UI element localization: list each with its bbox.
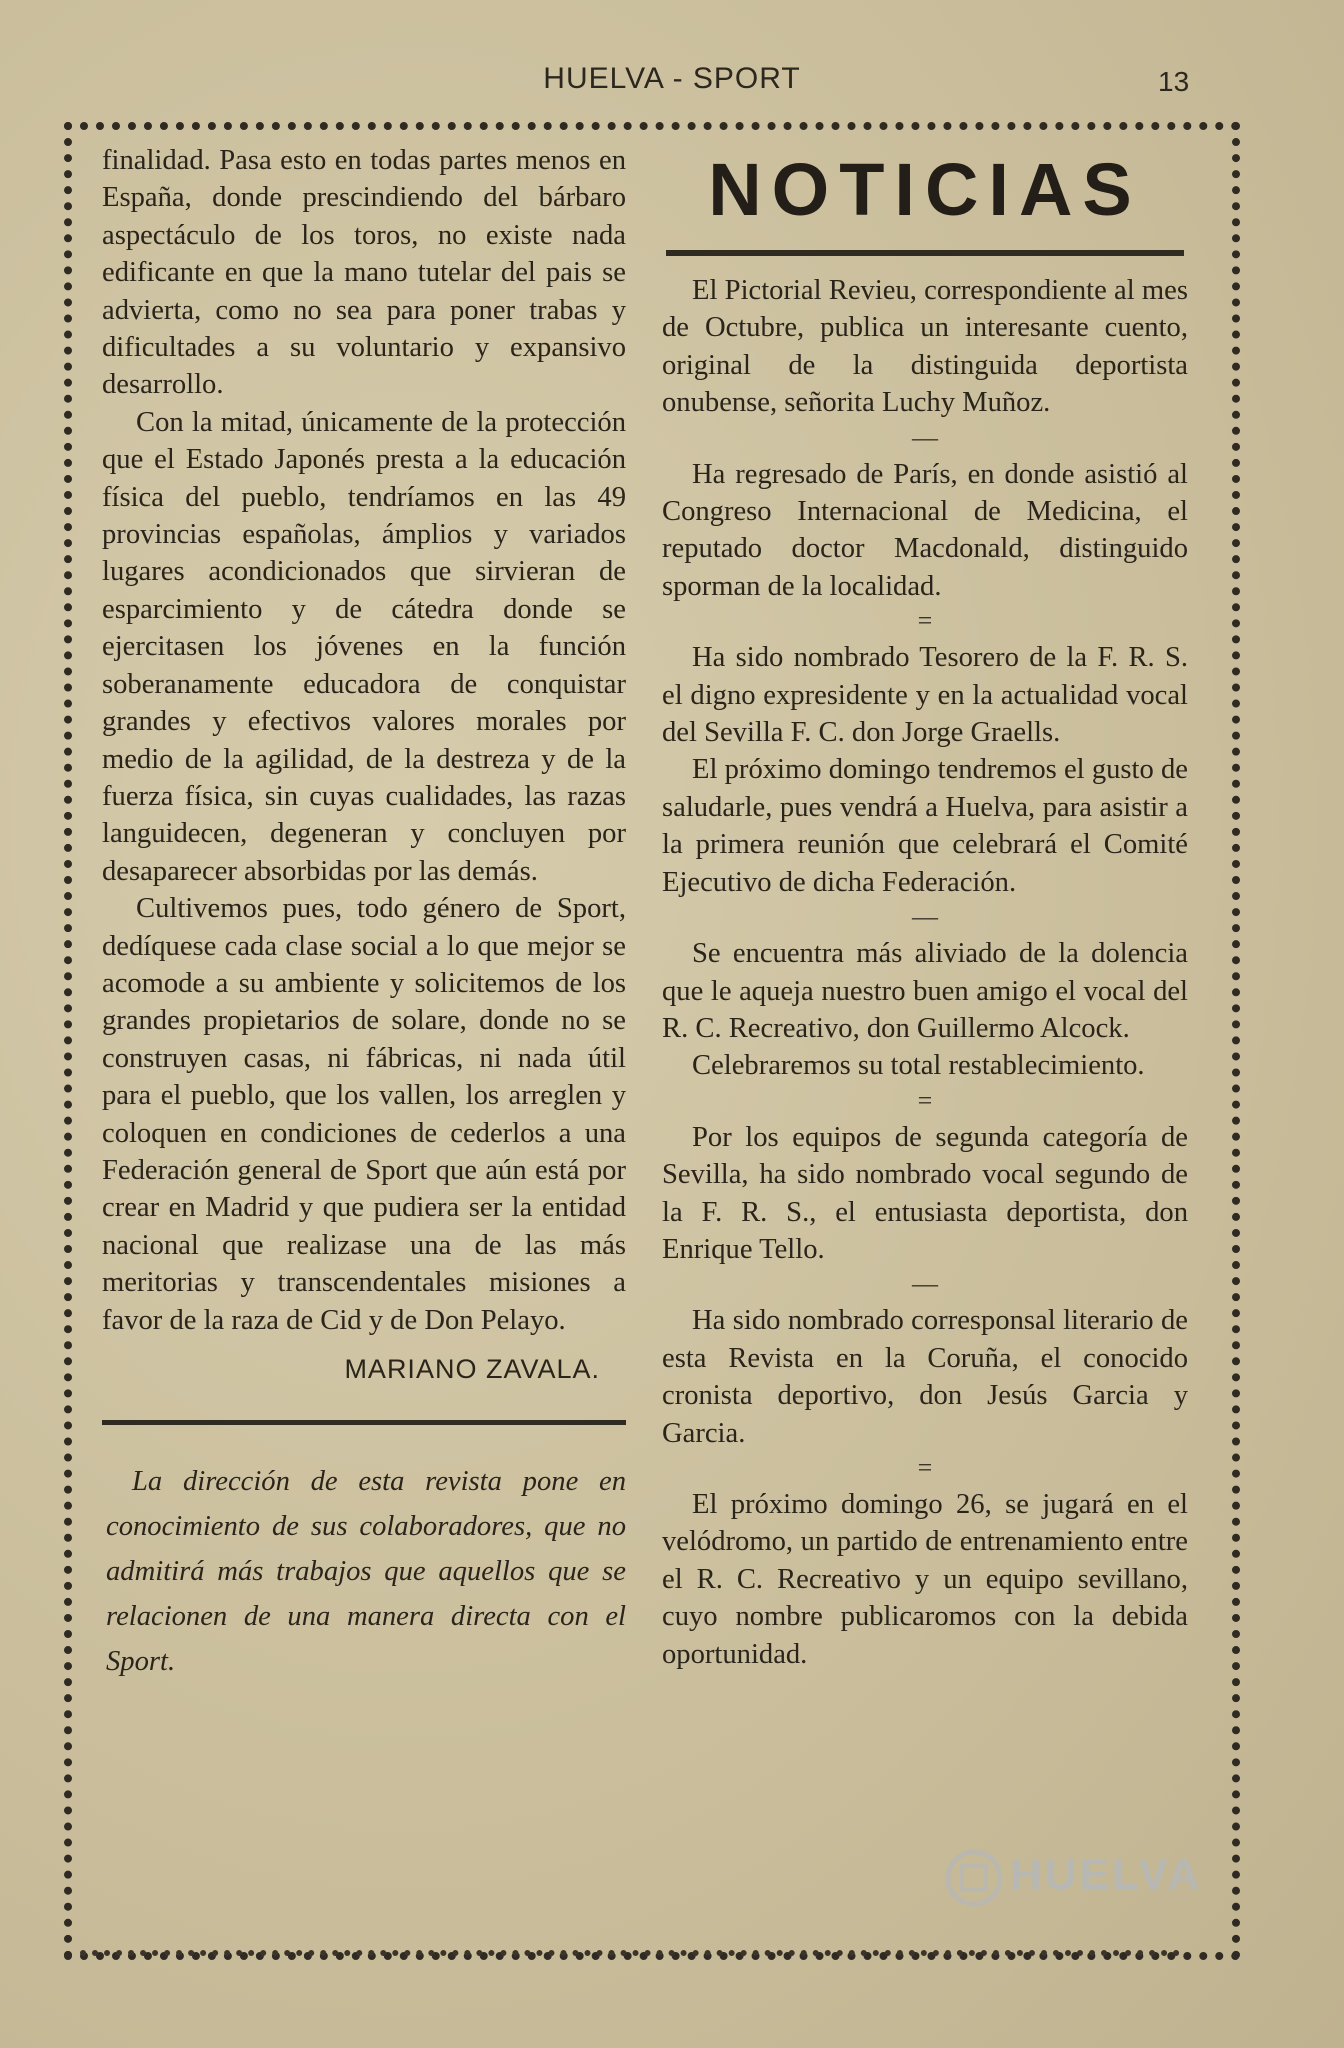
news-paragraph: Ha sido nombrado corresponsal literario de esta Revista en la Coruña, el conocido cronista deportivo, don Jesús Garcia y Garcia. [662, 1305, 1188, 1449]
news-separator: — [912, 902, 938, 932]
news-item [662, 1302, 1188, 1452]
editorial-notice [102, 1459, 626, 1684]
news-paragraph: Por los equipos de segunda categoría de Sevilla, ha sido nombrado vocal segundo de la F. R. S., el entusiasta deportista, don Enrique Tello. [662, 1121, 1188, 1265]
article-divider [102, 1420, 626, 1425]
title-divider [666, 250, 1184, 256]
news-paragraph: Se encuentra más aliviado de la dolencia que le aqueja nuestro buen amigo el vocal del R. C. Recreativo, don Guillermo Alcock. [662, 938, 1188, 1044]
article-paragraph: finalidad. Pasa esto en todas partes menos en España, donde prescindiendo del bárbaro aspectáculo de los toros, no existe nada edificante en que la mano tutelar del pais se advierta, como no sea para poner trabas y dificultades a su voluntario y expansivo desarrollo. [102, 145, 626, 401]
news-item [662, 935, 1188, 1085]
news-separator: = [917, 1452, 933, 1482]
article-paragraph: Con la mitad, únicamente de la protección que el Estado Japonés presta a la educación física del pueblo, tendríamos en las 49 provincias españolas, ámplios y variados lugares acondicionados que sirvieran de esparcimiento y de cátedra donde se ejercitasen los jóvenes en la función soberanamente educadora de conquistar grandes y efectivos valores morales por medio de la agilidad, de la destreza y de la fuerza física, sin cuyas cualidades, las razas languidecen, degeneran y concluyen por desaparecer absorbidas por las demás. [102, 406, 626, 887]
news-paragraph: El próximo domingo 26, se jugará en el velódromo, un partido de entrenamiento entre el R. C. Recreativo y un equipo sevillano, cuyo nombre publicaromos con la debida oportunidad. [662, 1488, 1188, 1670]
left-column [102, 142, 626, 1684]
news-item [662, 1119, 1188, 1269]
news-separator: — [912, 1269, 938, 1299]
article-signature: MARIANO ZAVALA. [344, 1354, 600, 1384]
news-paragraph: Celebraremos su total restablecimiento. [692, 1050, 1145, 1082]
news-item [662, 456, 1188, 606]
article-paragraph: Cultivemos pues, todo género de Sport, dedíquese cada clase social a lo que mejor se acomode a su ambiente y solicitemos de los grandes propietarios de solare, donde no se construyen casas, ni fábricas, ni nada útil para el pueblo, que los vallen, los arreglen y coloquen en condiciones de cederlos a una Federación general de Sport que aún está por crear en Madrid y que pudiera ser la entidad nacional que realizase una de las más meritorias y transcendentales misiones a favor de la raza de Cid y de Don Pelayo. [102, 893, 626, 1336]
news-separator: = [917, 1085, 933, 1115]
news-separator: — [912, 422, 938, 452]
page-number: 13 [1158, 66, 1190, 97]
news-paragraph: El próximo domingo tendremos el gusto de saludarle, pues vendrá a Huelva, para asistir a la primera reunión que celebrará el Comité Ejecutivo de dicha Federación. [662, 754, 1188, 898]
news-paragraph: Ha sido nombrado Tesorero de la F. R. S. el digno expresidente y en la actualidad vocal del Sevilla F. C. don Jorge Graells. [662, 642, 1188, 749]
news-item [662, 272, 1188, 422]
running-head: HUELVA - SPORT [543, 62, 801, 95]
watermark-text: HUELVA [1010, 1850, 1203, 1899]
news-item [662, 1486, 1188, 1673]
right-column [662, 150, 1188, 1673]
news-paragraph: Ha regresado de París, en donde asistió al Congreso Internacional de Medicina, el reputado doctor Macdonald, distinguido sporman de la localidad. [662, 458, 1188, 602]
bottom-ornament [80, 1950, 1180, 1962]
news-separator: = [917, 606, 933, 636]
news-paragraph: El Pictorial Revieu, correspondiente al mes de Octubre, publica un interesante cuento, original de la distinguida deportista onubense, señorita Luchy Muñoz. [662, 275, 1188, 419]
section-title: NOTICIAS [708, 148, 1142, 231]
news-item [662, 639, 1188, 901]
editorial-notice-text: La dirección de esta revista pone en conocimiento de sus colaboradores, que no admitirá más trabajos que aquellos que se relacionen de una manera directa con el Sport. [106, 1466, 626, 1678]
